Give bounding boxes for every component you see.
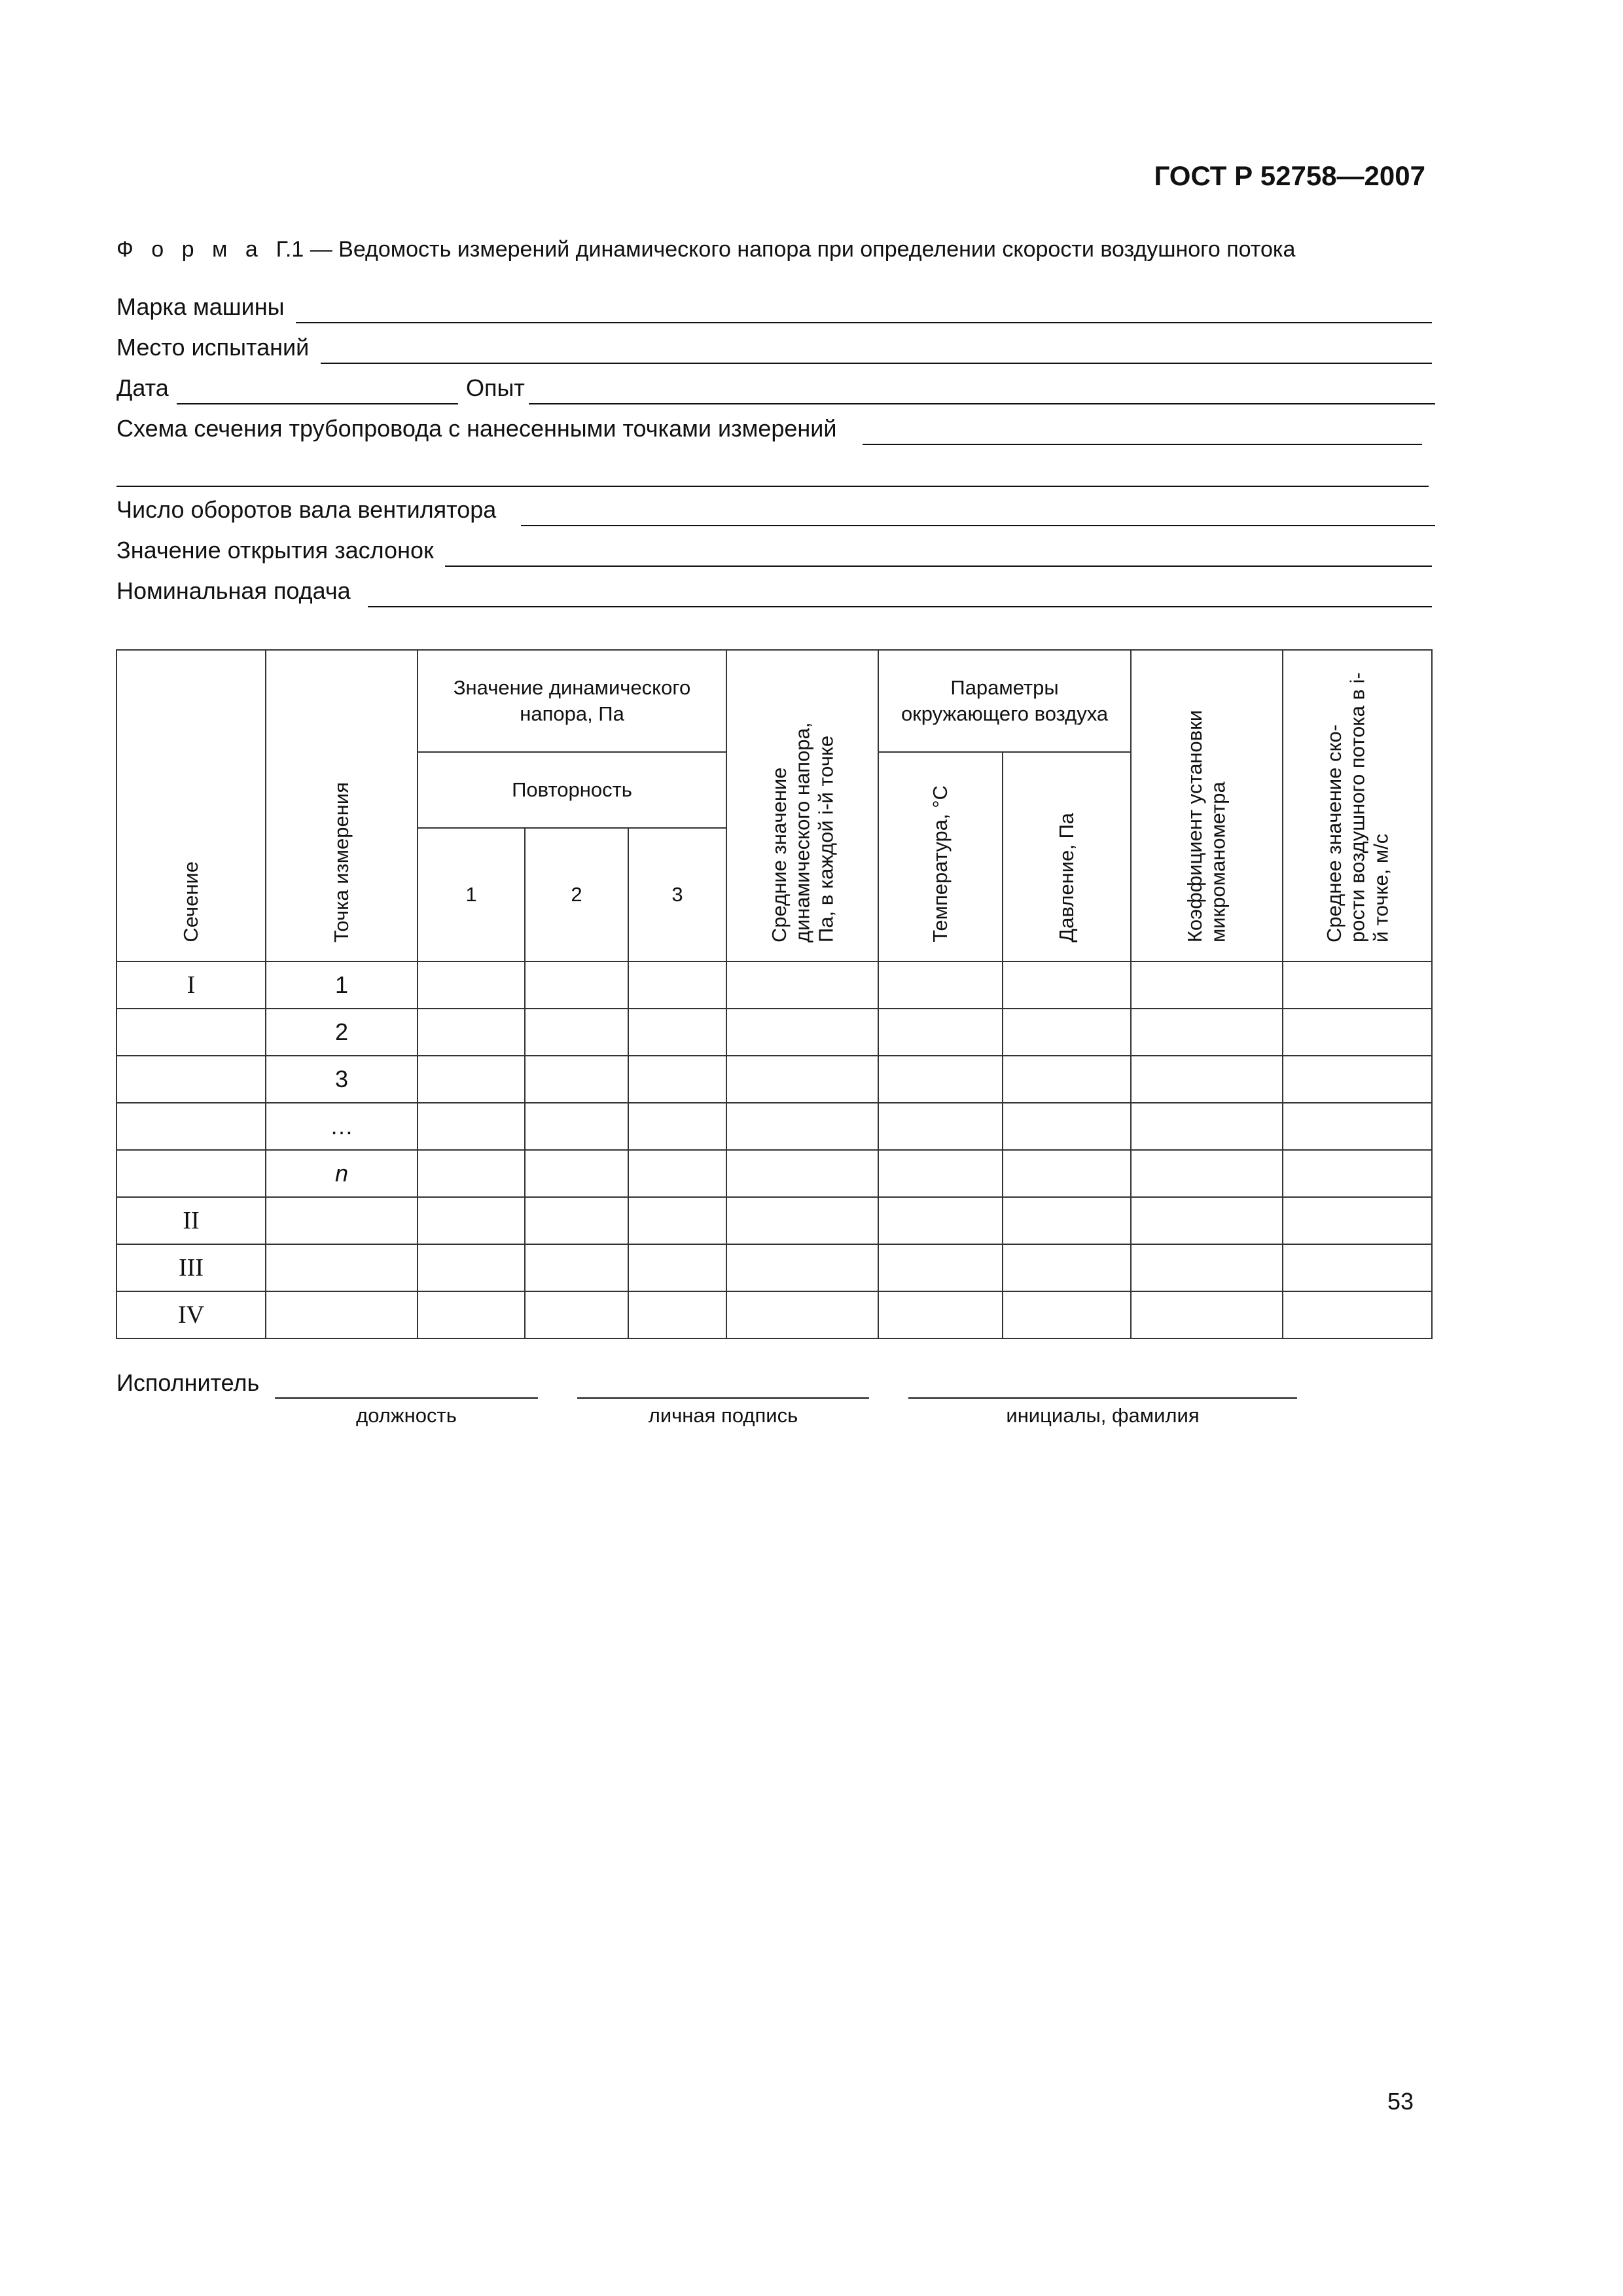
cell-entry[interactable] [878, 1103, 1003, 1150]
damper-opening-label: Значение открытия заслонок [116, 537, 434, 564]
cell-entry[interactable] [418, 1056, 525, 1103]
cell-point: … [266, 1103, 418, 1150]
cell-entry[interactable] [1003, 1150, 1131, 1197]
cell-entry[interactable] [878, 1197, 1003, 1244]
header-rep-1: 1 [418, 828, 525, 961]
cell-section: I [116, 961, 266, 1009]
table-row [116, 1291, 1432, 1338]
cell-entry[interactable] [1283, 1291, 1432, 1338]
table-row [116, 1197, 1432, 1244]
cell-entry[interactable] [726, 1197, 878, 1244]
cell-entry[interactable] [1131, 1056, 1283, 1103]
machine-brand-input[interactable] [296, 322, 1432, 323]
cell-entry[interactable] [726, 1244, 878, 1291]
cell-entry[interactable] [1283, 1197, 1432, 1244]
header-pressure: Давление, Па [1003, 752, 1131, 961]
cell-entry[interactable] [726, 1103, 878, 1150]
form-title-text: Г.1 — Ведомость измерений динамического напора при определении скорости воздушного потока [276, 237, 1296, 262]
cell-entry[interactable] [525, 961, 628, 1009]
signature-input[interactable] [577, 1397, 869, 1399]
cell-entry[interactable] [418, 1291, 525, 1338]
test-site-field [116, 334, 1432, 364]
pipeline-scheme-input[interactable] [863, 444, 1422, 445]
test-site-input[interactable] [321, 363, 1432, 364]
cell-entry[interactable] [1003, 1244, 1131, 1291]
cell-entry[interactable] [1131, 1150, 1283, 1197]
cell-point [266, 1291, 418, 1338]
cell-entry[interactable] [628, 1291, 726, 1338]
header-section: Сечение [116, 650, 266, 961]
cell-entry[interactable] [525, 1197, 628, 1244]
pipeline-scheme-label: Схема сечения трубопровода с нанесенными точками измерений [116, 415, 837, 442]
cell-entry[interactable] [726, 961, 878, 1009]
cell-entry[interactable] [878, 1056, 1003, 1103]
cell-point: 3 [266, 1056, 418, 1103]
header-ambient: Параметры окружающего воздуха [878, 650, 1131, 752]
cell-entry[interactable] [1131, 1244, 1283, 1291]
header-coef: Коэффициент установки микроманометра [1131, 650, 1283, 961]
cell-entry[interactable] [1283, 1103, 1432, 1150]
header-repetition: Повторность [418, 752, 726, 828]
cell-entry[interactable] [1283, 1056, 1432, 1103]
cell-section [116, 1056, 266, 1103]
cell-entry[interactable] [1131, 1291, 1283, 1338]
header-mean-speed: Среднее значение ско- рости воздушного потока в i-й точке, м/с [1283, 650, 1432, 961]
header-dyn-pressure: Значение динамического напора, Па [418, 650, 726, 752]
cell-entry[interactable] [1003, 961, 1131, 1009]
cell-entry[interactable] [1283, 1150, 1432, 1197]
cell-entry[interactable] [1131, 1197, 1283, 1244]
date-input[interactable] [177, 403, 458, 404]
nominal-flow-label: Номинальная подача [116, 577, 351, 604]
cell-entry[interactable] [726, 1009, 878, 1056]
page-number: 53 [1387, 2088, 1414, 2115]
date-experiment-field [116, 374, 1435, 404]
cell-section: IV [116, 1291, 266, 1338]
cell-entry[interactable] [525, 1244, 628, 1291]
form-title-prefix: Ф о р м а [116, 237, 264, 262]
table-row [116, 1150, 1432, 1197]
position-caption: должность [356, 1404, 457, 1427]
cell-point: n [266, 1150, 418, 1197]
pipeline-scheme-field [116, 415, 1422, 445]
name-input[interactable] [908, 1397, 1297, 1399]
cell-entry[interactable] [878, 1009, 1003, 1056]
table-row [116, 1103, 1432, 1150]
header-rep-2: 2 [525, 828, 628, 961]
experiment-label: Опыт [466, 374, 525, 401]
position-input[interactable] [275, 1397, 538, 1399]
cell-entry[interactable] [418, 961, 525, 1009]
signature-caption: личная подпись [648, 1404, 798, 1427]
cell-entry[interactable] [878, 1291, 1003, 1338]
cell-entry[interactable] [628, 961, 726, 1009]
cell-entry[interactable] [628, 1009, 726, 1056]
header-mean-dyn: Средние значение динамического напора, Па, в каждой i-й точке [726, 650, 878, 961]
nominal-flow-field [116, 577, 1432, 607]
cell-entry[interactable] [525, 1056, 628, 1103]
damper-opening-input[interactable] [445, 565, 1432, 567]
fan-rpm-field [116, 496, 1435, 526]
cell-point [266, 1244, 418, 1291]
cell-entry[interactable] [418, 1197, 525, 1244]
cell-entry[interactable] [525, 1103, 628, 1150]
cell-entry[interactable] [878, 961, 1003, 1009]
cell-entry[interactable] [1283, 1244, 1432, 1291]
standard-code: ГОСТ Р 52758—2007 [1154, 160, 1425, 191]
cell-entry[interactable] [1003, 1103, 1131, 1150]
cell-entry[interactable] [1003, 1056, 1131, 1103]
cell-point: 1 [266, 961, 418, 1009]
cell-entry[interactable] [628, 1150, 726, 1197]
cell-entry[interactable] [418, 1244, 525, 1291]
performer-label: Исполнитель [116, 1369, 260, 1396]
cell-entry[interactable] [525, 1150, 628, 1197]
cell-entry[interactable] [418, 1103, 525, 1150]
cell-section [116, 1009, 266, 1056]
cell-entry[interactable] [628, 1056, 726, 1103]
cell-entry[interactable] [418, 1150, 525, 1197]
cell-entry[interactable] [628, 1103, 726, 1150]
cell-entry[interactable] [1131, 1009, 1283, 1056]
measurement-table [116, 649, 1433, 1339]
table-row [116, 1056, 1432, 1103]
table-row [116, 1009, 1432, 1056]
cell-section [116, 1150, 266, 1197]
cell-entry[interactable] [525, 1009, 628, 1056]
experiment-input[interactable] [529, 403, 1435, 404]
nominal-flow-input[interactable] [368, 606, 1432, 607]
cell-entry[interactable] [628, 1197, 726, 1244]
cell-entry[interactable] [726, 1291, 878, 1338]
cell-section: III [116, 1244, 266, 1291]
header-point: Точка измерения [266, 650, 418, 961]
form-title [116, 237, 1295, 262]
machine-brand-label: Марка машины [116, 293, 285, 320]
cell-point: 2 [266, 1009, 418, 1056]
cell-entry[interactable] [726, 1056, 878, 1103]
table-row [116, 961, 1432, 1009]
cell-section [116, 1103, 266, 1150]
cell-entry[interactable] [1131, 961, 1283, 1009]
cell-entry[interactable] [1131, 1103, 1283, 1150]
damper-opening-field [116, 537, 1432, 567]
date-label: Дата [116, 374, 169, 401]
header-temperature: Температура, °С [878, 752, 1003, 961]
cell-entry[interactable] [878, 1244, 1003, 1291]
fan-rpm-label: Число оборотов вала вентилятора [116, 496, 497, 523]
cell-entry[interactable] [878, 1150, 1003, 1197]
cell-entry[interactable] [628, 1244, 726, 1291]
cell-entry[interactable] [418, 1009, 525, 1056]
cell-entry[interactable] [1283, 1009, 1432, 1056]
cell-entry[interactable] [1003, 1009, 1131, 1056]
header-rep-3: 3 [628, 828, 726, 961]
cell-section: II [116, 1197, 266, 1244]
name-caption: инициалы, фамилия [1006, 1404, 1200, 1427]
cell-point [266, 1197, 418, 1244]
cell-entry[interactable] [1003, 1197, 1131, 1244]
table-row [116, 1244, 1432, 1291]
cell-entry[interactable] [1283, 961, 1432, 1009]
machine-brand-field [116, 293, 1432, 323]
cell-entry[interactable] [1003, 1291, 1131, 1338]
fan-rpm-input[interactable] [521, 525, 1435, 526]
test-site-label: Место испытаний [116, 334, 310, 361]
table-body [116, 961, 1432, 1338]
cell-entry[interactable] [525, 1291, 628, 1338]
pipeline-scheme-input-line2[interactable] [116, 486, 1429, 487]
cell-entry[interactable] [726, 1150, 878, 1197]
